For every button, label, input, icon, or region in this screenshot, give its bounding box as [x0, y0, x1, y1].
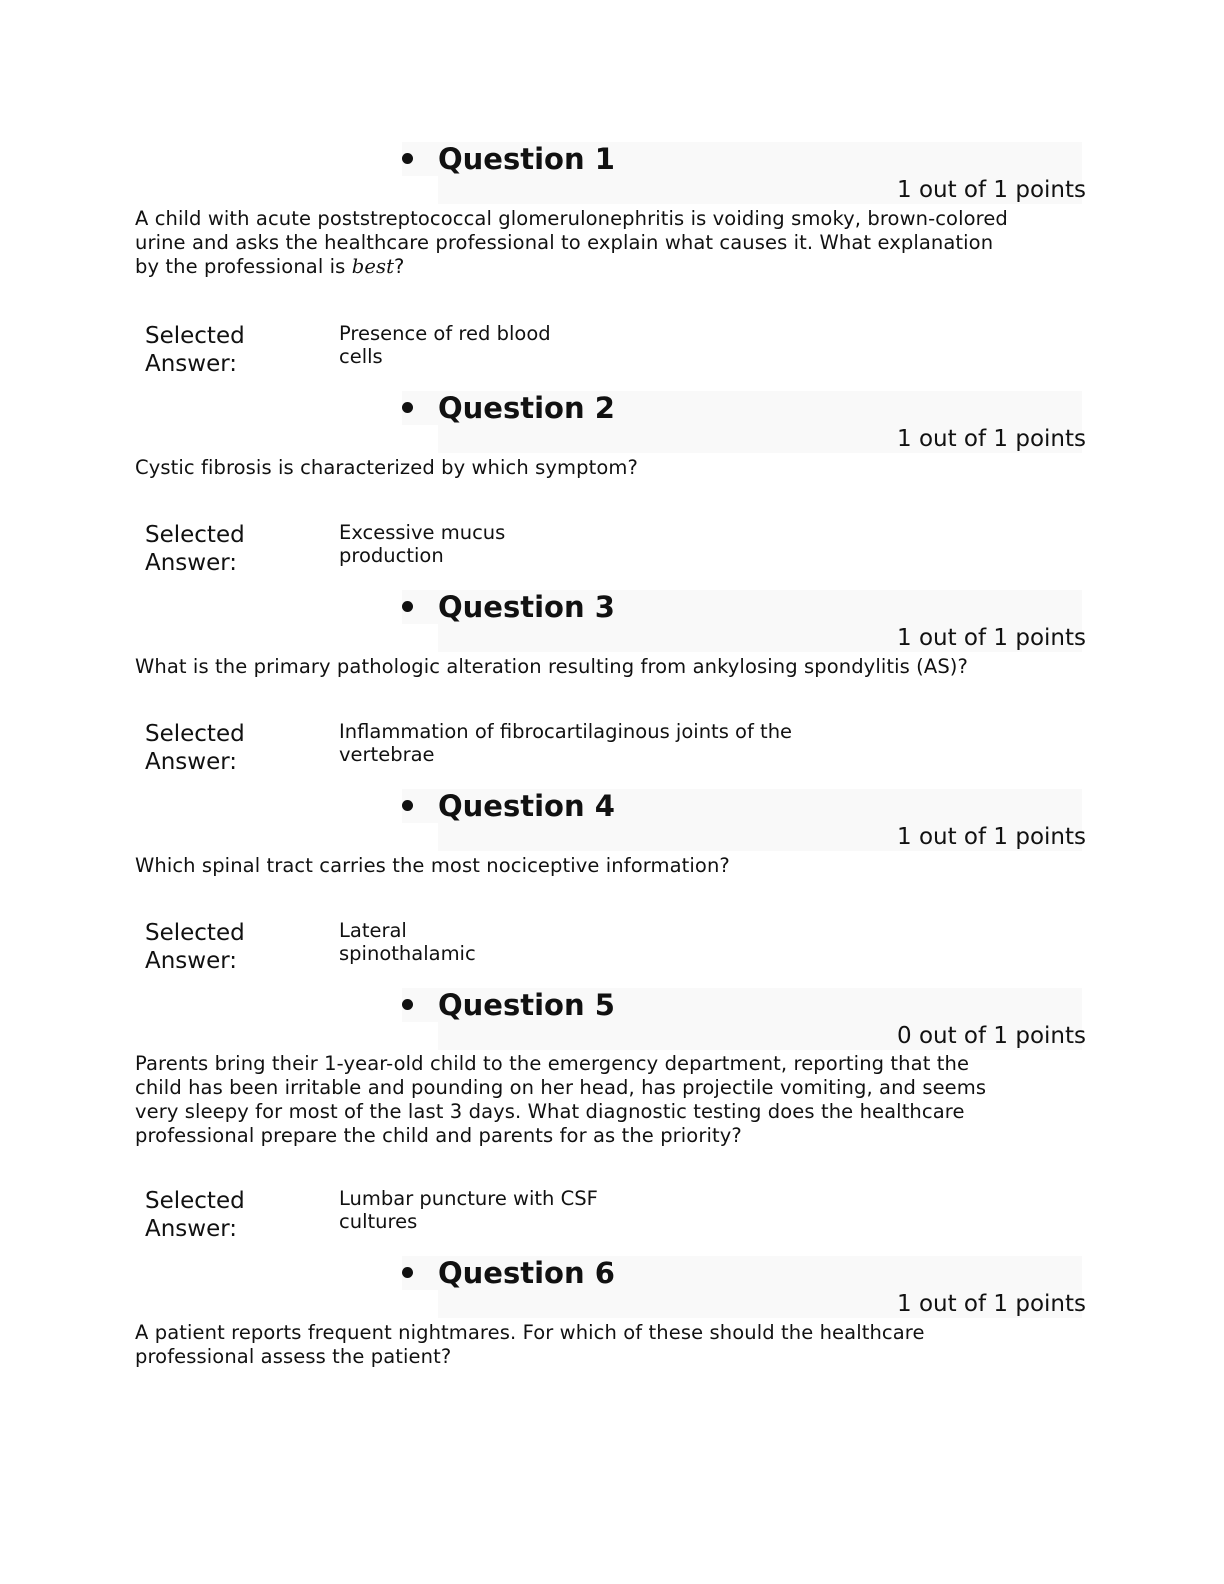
question-text-line: What is the primary pathologic alteration resulting from ankylosing spondylitis (AS)?	[135, 655, 968, 678]
selected-answer-line: spinothalamic	[339, 942, 476, 965]
bullet-icon	[402, 153, 413, 164]
question-title: Question 5	[438, 988, 615, 1022]
selected-answer-line: Presence of red blood	[339, 322, 551, 345]
selected-answer-line: cells	[339, 345, 383, 368]
selected-answer-label	[145, 919, 295, 975]
selected-answer-value	[339, 919, 839, 965]
selected-answer-label-line: Answer:	[145, 749, 238, 775]
selected-answer-value	[339, 521, 839, 567]
question-points: 1 out of 1 points	[897, 625, 1086, 651]
selected-answer-line: cultures	[339, 1210, 418, 1233]
question-text-line: professional assess the patient?	[135, 1345, 452, 1368]
bullet-icon	[402, 999, 413, 1010]
selected-answer-value	[339, 322, 839, 368]
selected-answer-line: Inflammation of fibrocartilaginous joints of the	[339, 720, 793, 743]
selected-answer-label-line: Answer:	[145, 1216, 238, 1242]
selected-answer-label-line: Answer:	[145, 948, 238, 974]
selected-answer-label	[145, 521, 295, 577]
selected-answer-value	[339, 1187, 839, 1233]
question-title: Question 4	[438, 789, 615, 823]
bullet-icon	[402, 402, 413, 413]
selected-answer-label-line: Answer:	[145, 550, 238, 576]
question-text-line: professional prepare the child and parents for as the priority?	[135, 1124, 742, 1147]
question-title: Question 3	[438, 590, 615, 624]
question-header	[402, 142, 1086, 204]
selected-answer-value	[339, 720, 839, 766]
selected-answer-line: Excessive mucus	[339, 521, 506, 544]
question-text-line: very sleepy for most of the last 3 days. What diagnostic testing does the healthcare	[135, 1100, 965, 1123]
question-title: Question 6	[438, 1256, 615, 1290]
question-text	[135, 1052, 1015, 1148]
selected-answer-label	[145, 720, 295, 776]
selected-answer-line: vertebrae	[339, 743, 435, 766]
question-title: Question 1	[438, 142, 615, 176]
question-text-line: A patient reports frequent nightmares. For which of these should the healthcare	[135, 1321, 925, 1344]
question-text-line: Parents bring their 1-year-old child to the emergency department, reporting that the	[135, 1052, 970, 1075]
question-text-line: Which spinal tract carries the most nociceptive information?	[135, 854, 730, 877]
question-text	[135, 207, 1015, 279]
question-points: 1 out of 1 points	[897, 824, 1086, 850]
question-text	[135, 854, 1015, 878]
question-text-line: A child with acute poststreptococcal glomerulonephritis is voiding smoky, brown-colored	[135, 207, 1008, 230]
question-text-line: Cystic fibrosis is characterized by which symptom?	[135, 456, 638, 479]
selected-answer-label-line: Answer:	[145, 351, 238, 377]
question-points: 1 out of 1 points	[897, 177, 1086, 203]
selected-answer-label-line: Selected	[145, 1188, 245, 1214]
selected-answer-line: Lateral	[339, 919, 407, 942]
question-header	[402, 1256, 1086, 1318]
question-text	[135, 1321, 1015, 1369]
selected-answer-label-line: Selected	[145, 920, 245, 946]
question-text	[135, 456, 1015, 480]
question-text-line	[135, 255, 1015, 279]
question-points: 1 out of 1 points	[897, 426, 1086, 452]
question-header	[402, 590, 1086, 652]
question-text	[135, 655, 1015, 679]
bullet-icon	[402, 800, 413, 811]
bullet-icon	[402, 1267, 413, 1278]
question-header	[402, 391, 1086, 453]
question-text-segment: ?	[394, 255, 405, 278]
selected-answer-label-line: Selected	[145, 323, 245, 349]
question-text-emphasis: best	[351, 255, 395, 278]
selected-answer-label	[145, 322, 295, 378]
bullet-icon	[402, 601, 413, 612]
selected-answer-label	[145, 1187, 295, 1243]
selected-answer-label-line: Selected	[145, 522, 245, 548]
question-title: Question 2	[438, 391, 615, 425]
question-text-line: urine and asks the healthcare professional to explain what causes it. What explanation	[135, 231, 994, 254]
question-text-line: child has been irritable and pounding on her head, has projectile vomiting, and seems	[135, 1076, 987, 1099]
question-points: 0 out of 1 points	[897, 1023, 1086, 1049]
question-header	[402, 988, 1086, 1050]
question-header	[402, 789, 1086, 851]
question-points: 1 out of 1 points	[897, 1291, 1086, 1317]
selected-answer-line: production	[339, 544, 444, 567]
selected-answer-label-line: Selected	[145, 721, 245, 747]
selected-answer-line: Lumbar puncture with CSF	[339, 1187, 598, 1210]
question-text-segment: by the professional is	[135, 255, 352, 278]
